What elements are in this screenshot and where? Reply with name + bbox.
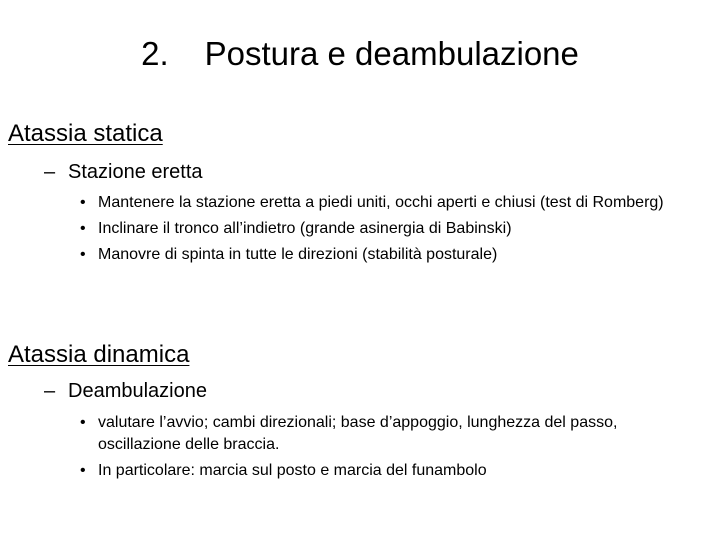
subheading-label: Deambulazione: [68, 380, 207, 402]
subheading-deambulazione: [44, 379, 207, 403]
title-number: 2.: [141, 35, 169, 72]
title-text: Postura e deambulazione: [204, 35, 579, 72]
subheading-label: Stazione eretta: [68, 161, 203, 183]
list-item-text: In particolare: marcia sul posto e marcia del funambolo: [98, 462, 487, 479]
bullet-list-statica: [78, 192, 698, 270]
list-item: [78, 412, 698, 456]
dash-marker: –: [44, 161, 56, 183]
bullet-marker: •: [80, 194, 86, 211]
list-item-text: valutare l’avvio; cambi direzionali; base d’appoggio, lunghezza del passo, oscillazione delle braccia.: [98, 414, 618, 453]
list-item-text: Mantenere la stazione eretta a piedi uniti, occhi aperti e chiusi (test di Romberg): [98, 194, 664, 211]
list-item-text: Inclinare il tronco all’indietro (grande asinergia di Babinski): [98, 220, 512, 237]
list-item: [78, 218, 698, 240]
bullet-marker: •: [80, 462, 86, 479]
subheading-stazione-eretta: [44, 160, 203, 184]
dash-marker: –: [44, 380, 56, 402]
bullet-marker: •: [80, 246, 86, 263]
slide-title: [0, 34, 720, 74]
section-heading-atassia-statica: Atassia statica: [8, 120, 163, 147]
list-item-text: Manovre di spinta in tutte le direzioni (stabilità posturale): [98, 246, 498, 263]
list-item: [78, 244, 698, 266]
list-item: [78, 460, 698, 482]
bullet-marker: •: [80, 414, 86, 431]
bullet-marker: •: [80, 220, 86, 237]
section-heading-atassia-dinamica: Atassia dinamica: [8, 341, 190, 368]
bullet-list-dinamica: [78, 412, 698, 486]
list-item: [78, 192, 698, 214]
